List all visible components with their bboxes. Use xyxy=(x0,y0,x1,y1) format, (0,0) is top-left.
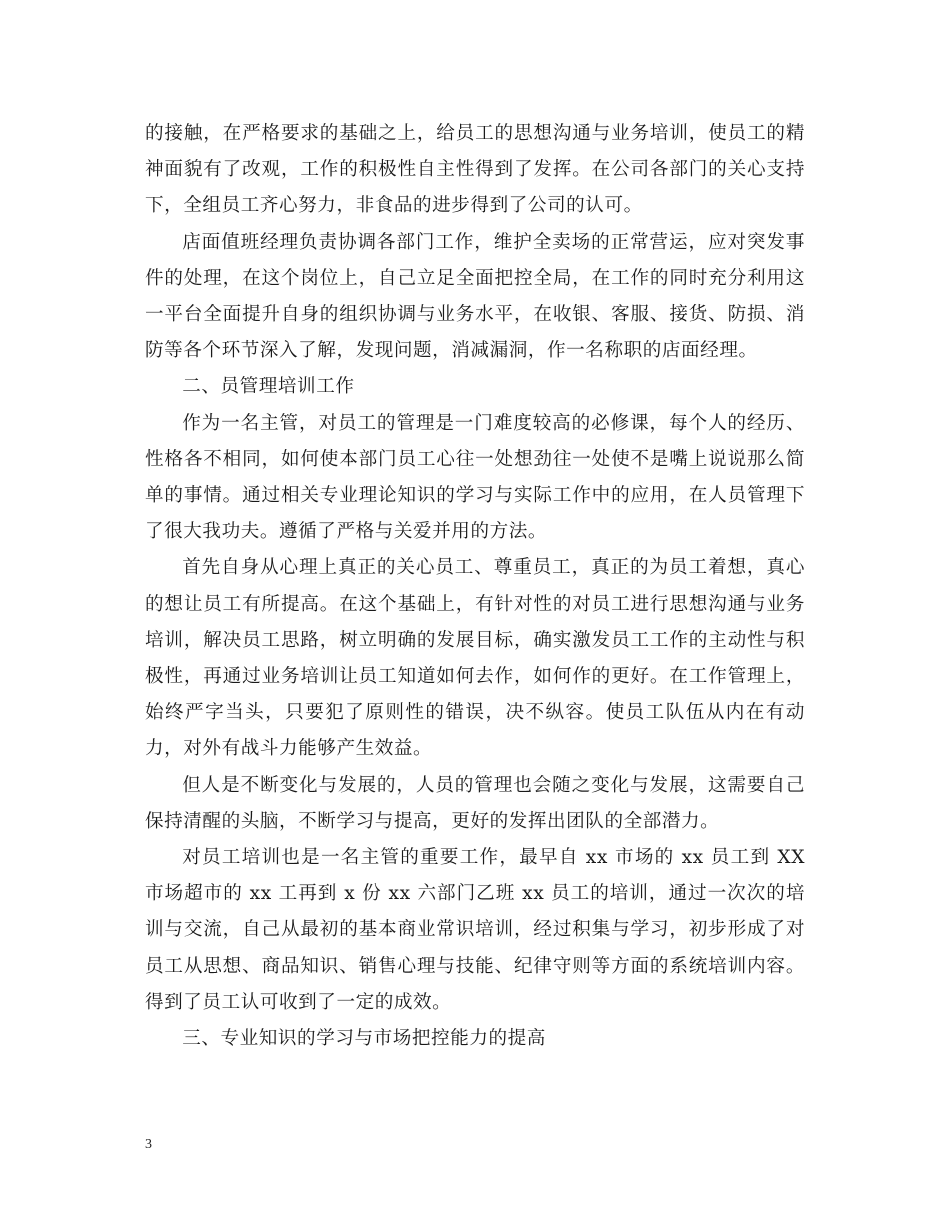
paragraph-5: 但人是不断变化与发展的，人员的管理也会随之变化与发展，这需要自己保持清醒的头脑，不断学习与提高，更好的发挥出团队的全部潜力。 xyxy=(145,774,805,832)
section-heading-3: 三、专业知识的学习与市场把控能力的提高 xyxy=(182,1028,546,1050)
section-heading-2: 二、员管理培训工作 xyxy=(182,376,355,398)
paragraph-1: 的接触，在严格要求的基础之上，给员工的思想沟通与业务培训，使员工的精神面貌有了改观，工作的积极性自主性得到了发挥。在公司各部门的关心支持下，全组员工齐心努力，非食品的进步得到了公司的认可。 xyxy=(145,123,805,217)
paragraph-6: 对员工培训也是一名主管的重要工作，最早自 xx 市场的 xx 员工到 XX 市场超市的 xx 工再到 x 份 xx 六部门乙班 xx 员工的培训，通过一次次的培训与交流，自己从最初的基本商业常识培训，经过积集与学习，初步形成了对员工从思想、商品知识、销售心理与技能、纪律守则等方面的系统培训内容。得到了员工认可收到了一定的成效。 xyxy=(145,847,805,1013)
paragraph-4: 首先自身从心理上真正的关心员工、尊重员工，真正的为员工着想，真心的想让员工有所提高。在这个基础上，有针对性的对员工进行思想沟通与业务培训，解决员工思路，树立明确的发展目标，确实激发员工工作的主动性与积极性，再通过业务培训让员工知道如何去作，如何作的更好。在工作管理上，始终严字当头，只要犯了原则性的错误，决不纵容。使员工队伍从内在有动力，对外有战斗力能够产生效益。 xyxy=(145,557,805,760)
paragraph-3: 作为一名主管，对员工的管理是一门难度较高的必修课，每个人的经历、性格各不相同，如何使本部门员工心往一处想劲往一处使不是嘴上说说那么简单的事情。通过相关专业理论知识的学习与实际工作中的应用，在人员管理下了很大我功夫。遵循了严格与关爱并用的方法。 xyxy=(145,412,805,543)
paragraph-2: 店面值班经理负责协调各部门工作，维护全卖场的正常营运，应对突发事件的处理，在这个岗位上，自己立足全面把控全局，在工作的同时充分利用这一平台全面提升自身的组织协调与业务水平，在收银、客服、接货、防损、消防等各个环节深入了解，发现问题，消减漏洞，作一名称职的店面经理。 xyxy=(145,231,805,362)
page-number: 3 xyxy=(145,1137,152,1152)
document-body xyxy=(145,116,805,1057)
